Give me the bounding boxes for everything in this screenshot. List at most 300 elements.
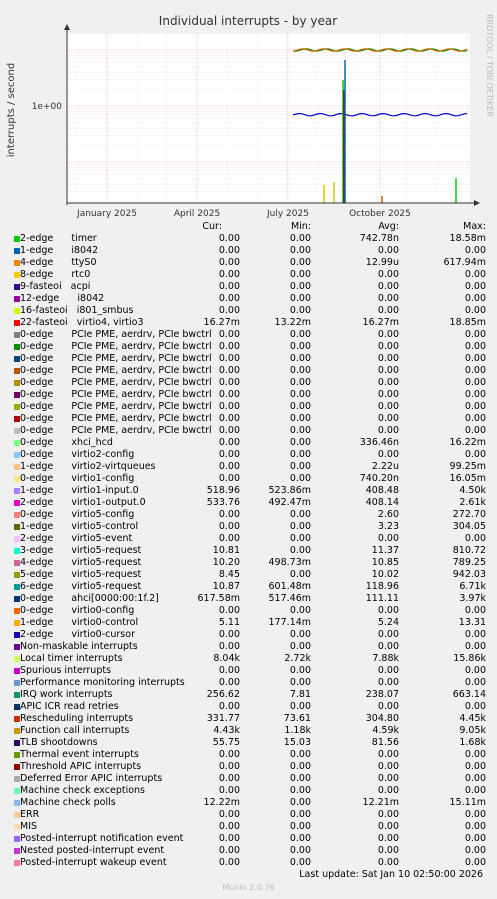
legend-max: 16.22m (449, 437, 486, 448)
legend-label: Spurious interrupts (20, 665, 112, 676)
legend-cur: 0.00 (218, 269, 240, 280)
legend-cur: 0.00 (218, 233, 240, 244)
legend-cur: 331.77 (206, 713, 240, 724)
legend-avg: 0.00 (377, 269, 399, 280)
legend-label: 0-edge xhci_hcd (20, 437, 113, 448)
legend-avg: 0.00 (377, 377, 399, 388)
legend-row (0, 341, 497, 353)
legend-avg: 0.00 (377, 665, 399, 676)
legend-max: 15.11m (449, 797, 486, 808)
legend-row (0, 653, 497, 665)
legend-max: 0.00 (464, 857, 486, 868)
legend-max: 0.00 (464, 401, 486, 412)
legend-max: 0.00 (464, 353, 486, 364)
legend-cur: 0.00 (218, 281, 240, 292)
legend-min: 0.00 (289, 569, 311, 580)
legend-max: 0.00 (464, 665, 486, 676)
legend-row (0, 233, 497, 245)
legend-max: 0.00 (464, 329, 486, 340)
legend-row (0, 377, 497, 389)
legend-cur: 0.00 (218, 401, 240, 412)
legend-row (0, 365, 497, 377)
legend-label: 0-edge ahci[0000:00:1f.2] (20, 593, 159, 604)
legend-max: 3.97k (459, 593, 486, 604)
legend-cur: 0.00 (218, 665, 240, 676)
legend-avg: 0.00 (377, 857, 399, 868)
legend-row (0, 605, 497, 617)
legend-avg: 238.07 (365, 689, 399, 700)
legend-max: 18.58m (449, 233, 486, 244)
legend-cur: 0.00 (218, 413, 240, 424)
legend-min: 0.00 (289, 233, 311, 244)
legend-row (0, 557, 497, 569)
legend-cur: 0.00 (218, 809, 240, 820)
munin-version: Munin 2.0.76 (222, 883, 275, 892)
legend-row (0, 293, 497, 305)
legend-row (0, 665, 497, 677)
legend-avg: 0.00 (377, 533, 399, 544)
legend-label: Posted-interrupt notification event (20, 833, 184, 844)
legend-avg: 0.00 (377, 701, 399, 712)
legend-row (0, 617, 497, 629)
legend-max: 0.00 (464, 281, 486, 292)
legend-cur: 0.00 (218, 353, 240, 364)
legend-label: 0-edge virtio0-config (20, 605, 135, 616)
legend-label: 8-edge rtc0 (20, 269, 91, 280)
legend-label: Rescheduling interrupts (20, 713, 134, 724)
legend-avg: 0.00 (377, 785, 399, 796)
legend-cur: 0.00 (218, 293, 240, 304)
rrdtool-watermark: RRDTOOL / TOBI OETIKER (485, 14, 494, 118)
legend-cur: 0.00 (218, 305, 240, 316)
legend-min: 0.00 (289, 749, 311, 760)
legend-min: 523.86m (268, 485, 311, 496)
legend-avg: 0.00 (377, 605, 399, 616)
legend-label: 5-edge virtio5-request (20, 569, 142, 580)
legend-min: 0.00 (289, 461, 311, 472)
legend-max: 2.61k (459, 497, 486, 508)
legend-cur: 0.00 (218, 449, 240, 460)
legend-min: 0.00 (289, 425, 311, 436)
legend-row (0, 857, 497, 869)
legend-min: 0.00 (289, 257, 311, 268)
legend-avg: 0.00 (377, 641, 399, 652)
legend-min: 601.48m (268, 581, 311, 592)
legend-min: 0.00 (289, 329, 311, 340)
legend-min: 0.00 (289, 821, 311, 832)
legend-min: 0.00 (289, 293, 311, 304)
legend-min: 0.00 (289, 389, 311, 400)
legend-avg: 10.85 (371, 557, 399, 568)
legend-avg: 0.00 (377, 401, 399, 412)
legend-min: 177.14m (268, 617, 311, 628)
legend-label: 1-edge i8042 (20, 245, 99, 256)
legend-min: 0.00 (289, 353, 311, 364)
legend-avg: 0.00 (377, 677, 399, 688)
legend-label: 1-edge virtio5-control (20, 521, 139, 532)
legend-label: Performance monitoring interrupts (20, 677, 185, 688)
header-min: Min: (290, 221, 311, 232)
legend-cur: 0.00 (218, 773, 240, 784)
legend-max: 0.00 (464, 773, 486, 784)
legend-label: 6-edge virtio5-request (20, 581, 142, 592)
legend-cur: 8.45 (218, 569, 240, 580)
legend-max: 0.00 (464, 809, 486, 820)
legend-cur: 0.00 (218, 605, 240, 616)
legend-label: 4-edge virtio5-request (20, 557, 142, 568)
legend-row (0, 413, 497, 425)
legend-min: 517.46m (268, 593, 311, 604)
legend-label: Thermal event interrupts (20, 749, 139, 760)
legend-max: 0.00 (464, 761, 486, 772)
legend-row (0, 545, 497, 557)
legend-max: 272.70 (452, 509, 486, 520)
y-axis-label: interrupts / second (6, 62, 17, 158)
legend-max: 15.86k (453, 653, 486, 664)
legend-min: 0.00 (289, 245, 311, 256)
legend-avg: 12.99u (365, 257, 399, 268)
legend-label: 16-fasteoi i801_smbus (20, 305, 134, 316)
legend-max: 0.00 (464, 833, 486, 844)
legend-min: 0.00 (289, 809, 311, 820)
legend-max: 0.00 (464, 377, 486, 388)
legend-label: 0-edge PCIe PME, aerdrv, PCIe bwctrl (20, 389, 212, 400)
legend-avg: 0.00 (377, 773, 399, 784)
legend-label: 0-edge PCIe PME, aerdrv, PCIe bwctrl (20, 425, 212, 436)
legend-label: Local timer interrupts (20, 653, 123, 664)
legend-row (0, 773, 497, 785)
legend-avg: 0.00 (377, 281, 399, 292)
legend-avg: 0.00 (377, 389, 399, 400)
legend-min: 0.00 (289, 413, 311, 424)
legend-max: 0.00 (464, 449, 486, 460)
legend-avg: 10.02 (371, 569, 399, 580)
legend-avg: 0.00 (377, 245, 399, 256)
legend-cur: 4.43k (213, 725, 240, 736)
legend-cur: 0.00 (218, 365, 240, 376)
legend-row (0, 761, 497, 773)
legend-row (0, 389, 497, 401)
legend-max: 0.00 (464, 341, 486, 352)
legend-min: 0.00 (289, 305, 311, 316)
header-avg: Avg: (378, 221, 399, 232)
legend-max: 304.05 (452, 521, 486, 532)
legend-avg: 0.00 (377, 365, 399, 376)
legend-min: 498.73m (268, 557, 311, 568)
legend-max: 0.00 (464, 785, 486, 796)
legend-avg: 0.00 (377, 341, 399, 352)
legend-min: 0.00 (289, 281, 311, 292)
legend-cur: 55.75 (212, 737, 240, 748)
legend-avg: 0.00 (377, 833, 399, 844)
legend-min: 0.00 (289, 833, 311, 844)
legend-avg: 0.00 (377, 629, 399, 640)
legend-max: 0.00 (464, 629, 486, 640)
legend-min: 1.18k (284, 725, 311, 736)
legend-label: ERR (20, 809, 40, 820)
legend-max: 13.31 (458, 617, 486, 628)
legend-avg: 11.37 (371, 545, 399, 556)
legend-row (0, 677, 497, 689)
legend-min: 0.00 (289, 665, 311, 676)
legend-min: 0.00 (289, 341, 311, 352)
legend-max: 0.00 (464, 269, 486, 280)
legend-min: 0.00 (289, 509, 311, 520)
legend-row (0, 581, 497, 593)
legend-max: 9.05k (459, 725, 486, 736)
legend-max: 0.00 (464, 305, 486, 316)
legend-row (0, 329, 497, 341)
legend-min: 13.22m (274, 317, 311, 328)
legend-row (0, 305, 497, 317)
legend-label: 22-fasteoi virtio4, virtio3 (20, 317, 144, 328)
legend-max: 18.85m (449, 317, 486, 328)
legend-row (0, 833, 497, 845)
legend-cur: 0.00 (218, 833, 240, 844)
legend-max: 1.68k (459, 737, 486, 748)
legend-label: 0-edge PCIe PME, aerdrv, PCIe bwctrl (20, 365, 212, 376)
legend-cur: 12.22m (203, 797, 240, 808)
legend-max: 0.00 (464, 749, 486, 760)
legend-label: IRQ work interrupts (20, 689, 113, 700)
legend-avg: 2.22u (371, 461, 399, 472)
legend-cur: 0.00 (218, 509, 240, 520)
legend-row (0, 257, 497, 269)
legend-row (0, 425, 497, 437)
legend-row (0, 797, 497, 809)
header-max: Max: (463, 221, 486, 232)
legend-cur: 0.00 (218, 533, 240, 544)
legend-label: 0-edge PCIe PME, aerdrv, PCIe bwctrl (20, 341, 212, 352)
legend-min: 0.00 (289, 473, 311, 484)
legend-max: 0.00 (464, 425, 486, 436)
legend-cur: 0.00 (218, 857, 240, 868)
legend-label: 12-edge i8042 (20, 293, 105, 304)
legend-min: 0.00 (289, 629, 311, 640)
legend-label: 1-edge virtio1-input.0 (20, 485, 139, 496)
legend-cur: 0.00 (218, 677, 240, 688)
legend-min: 0.00 (289, 677, 311, 688)
legend-cur: 0.00 (218, 785, 240, 796)
legend-min: 0.00 (289, 521, 311, 532)
legend-cur: 5.11 (218, 617, 240, 628)
legend-row (0, 353, 497, 365)
legend-label: Threshold APIC interrupts (20, 761, 142, 772)
legend-avg: 81.56 (371, 737, 399, 748)
legend-row (0, 569, 497, 581)
legend-avg: 0.00 (377, 761, 399, 772)
legend-avg: 0.00 (377, 353, 399, 364)
legend-label: 2-edge virtio5-event (20, 533, 133, 544)
x-tick-label: October 2025 (349, 209, 411, 219)
legend-row (0, 725, 497, 737)
legend-avg: 3.23 (377, 521, 399, 532)
legend-row (0, 689, 497, 701)
legend-label: 0-edge PCIe PME, aerdrv, PCIe bwctrl (20, 377, 212, 388)
legend-max: 617.94m (443, 257, 486, 268)
legend-avg: 16.27m (362, 317, 399, 328)
legend-row (0, 317, 497, 329)
legend-row (0, 437, 497, 449)
legend-cur: 0.00 (218, 377, 240, 388)
legend-row (0, 485, 497, 497)
legend-label: 0-edge virtio2-config (20, 449, 135, 460)
legend-min: 0.00 (289, 365, 311, 376)
legend-row (0, 509, 497, 521)
legend-max: 6.71k (459, 581, 486, 592)
legend-cur: 0.00 (218, 641, 240, 652)
legend-avg: 12.21m (362, 797, 399, 808)
legend-row (0, 809, 497, 821)
legend-avg: 0.00 (377, 449, 399, 460)
legend-min: 73.61 (283, 713, 311, 724)
legend-row (0, 401, 497, 413)
legend-cur: 10.81 (212, 545, 240, 556)
legend-avg: 304.80 (365, 713, 399, 724)
legend-cur: 0.00 (218, 845, 240, 856)
legend-max: 0.00 (464, 677, 486, 688)
legend-min: 15.03 (283, 737, 311, 748)
legend-min: 0.00 (289, 797, 311, 808)
legend-max: 16.05m (449, 473, 486, 484)
legend-cur: 0.00 (218, 329, 240, 340)
legend-label: 0-edge PCIe PME, aerdrv, PCIe bwctrl (20, 413, 212, 424)
legend-min: 0.00 (289, 773, 311, 784)
legend-min: 0.00 (289, 641, 311, 652)
legend-cur: 256.62 (206, 689, 240, 700)
legend-cur: 0.00 (218, 521, 240, 532)
legend-cur: 617.58m (197, 593, 240, 604)
legend-max: 0.00 (464, 821, 486, 832)
legend-cur: 0.00 (218, 245, 240, 256)
legend-row (0, 497, 497, 509)
legend-row (0, 713, 497, 725)
legend-avg: 0.00 (377, 413, 399, 424)
legend-cur: 0.00 (218, 749, 240, 760)
legend-row (0, 845, 497, 857)
legend-avg: 408.48 (365, 485, 399, 496)
legend-max: 0.00 (464, 413, 486, 424)
legend-avg: 0.00 (377, 425, 399, 436)
legend-cur: 0.00 (218, 437, 240, 448)
legend-max: 942.03 (452, 569, 486, 580)
legend-label: APIC ICR read retries (20, 701, 119, 712)
legend-label: 0-edge virtio1-config (20, 473, 135, 484)
legend-min: 0.00 (289, 785, 311, 796)
legend-label: 0-edge PCIe PME, aerdrv, PCIe bwctrl (20, 401, 212, 412)
legend-avg: 0.00 (377, 293, 399, 304)
legend-label: 0-edge PCIe PME, aerdrv, PCIe bwctrl (20, 353, 212, 364)
legend-max: 0.00 (464, 641, 486, 652)
legend-label: 2-edge timer (20, 233, 97, 244)
legend-cur: 0.00 (218, 257, 240, 268)
legend-cur: 8.04k (213, 653, 240, 664)
legend-cur: 518.96 (206, 485, 240, 496)
x-tick-label: January 2025 (77, 209, 137, 219)
legend-cur: 0.00 (218, 761, 240, 772)
legend-label: Deferred Error APIC interrupts (20, 773, 163, 784)
legend-cur: 10.20 (212, 557, 240, 568)
legend-max: 789.25 (452, 557, 486, 568)
legend-min: 0.00 (289, 401, 311, 412)
legend-avg: 118.96 (365, 581, 399, 592)
legend-row (0, 749, 497, 761)
legend-label: Function call interrupts (20, 725, 130, 736)
legend-min: 0.00 (289, 761, 311, 772)
legend-label: 9-fasteoi acpi (20, 281, 91, 292)
legend-row (0, 629, 497, 641)
x-tick-label: April 2025 (173, 209, 221, 219)
legend-min: 0.00 (289, 857, 311, 868)
x-tick-label: July 2025 (267, 209, 309, 219)
legend-avg: 742.78n (359, 233, 399, 244)
legend-row (0, 245, 497, 257)
legend-min: 0.00 (289, 269, 311, 280)
chart (0, 0, 497, 220)
legend-max: 4.50k (459, 485, 486, 496)
legend-row (0, 533, 497, 545)
legend-cur: 533.76 (206, 497, 240, 508)
legend-row (0, 593, 497, 605)
legend-avg: 0.00 (377, 809, 399, 820)
legend-cur: 0.00 (218, 629, 240, 640)
header-cur: Cur: (202, 221, 222, 232)
legend-cur: 0.00 (218, 461, 240, 472)
legend-label: Machine check polls (20, 797, 116, 808)
legend-label: 1-edge virtio2-virtqueues (20, 461, 156, 472)
last-update: Last update: Sat Jan 10 02:50:00 2026 (299, 869, 483, 880)
legend-avg: 5.24 (377, 617, 399, 628)
legend-row (0, 473, 497, 485)
legend-min: 0.00 (289, 545, 311, 556)
legend-avg: 740.20n (359, 473, 399, 484)
legend-max: 0.00 (464, 533, 486, 544)
legend-cur: 0.00 (218, 821, 240, 832)
legend-label: TLB shootdowns (20, 737, 98, 748)
legend-label: 3-edge virtio5-request (20, 545, 142, 556)
legend-avg: 7.88k (372, 653, 399, 664)
legend-min: 7.81 (289, 689, 311, 700)
legend-min: 0.00 (289, 377, 311, 388)
legend-max: 4.45k (459, 713, 486, 724)
legend-label: 2-edge virtio1-output.0 (20, 497, 146, 508)
y-tick-label: 1e+00 (31, 102, 62, 112)
legend-min: 0.00 (289, 449, 311, 460)
legend-label: Posted-interrupt wakeup event (20, 857, 167, 868)
legend-min: 0.00 (289, 533, 311, 544)
legend-min: 0.00 (289, 605, 311, 616)
legend-avg: 111.11 (365, 593, 399, 604)
legend-avg: 2.60 (377, 509, 399, 520)
legend-max: 0.00 (464, 293, 486, 304)
legend-cur: 16.27m (203, 317, 240, 328)
legend-min: 492.47m (268, 497, 311, 508)
legend-row (0, 269, 497, 281)
legend-avg: 0.00 (377, 821, 399, 832)
legend-max: 0.00 (464, 245, 486, 256)
legend-cur: 0.00 (218, 389, 240, 400)
legend-row (0, 821, 497, 833)
chart-title: Individual interrupts - by year (158, 14, 338, 28)
legend-max: 663.14 (452, 689, 486, 700)
legend-row (0, 737, 497, 749)
legend-avg: 0.00 (377, 305, 399, 316)
legend-cur: 10.87 (212, 581, 240, 592)
legend-label: 1-edge virtio0-control (20, 617, 139, 628)
legend-label: 0-edge PCIe PME, aerdrv, PCIe bwctrl (20, 329, 212, 340)
legend-max: 0.00 (464, 365, 486, 376)
legend-label: 0-edge virtio5-config (20, 509, 135, 520)
